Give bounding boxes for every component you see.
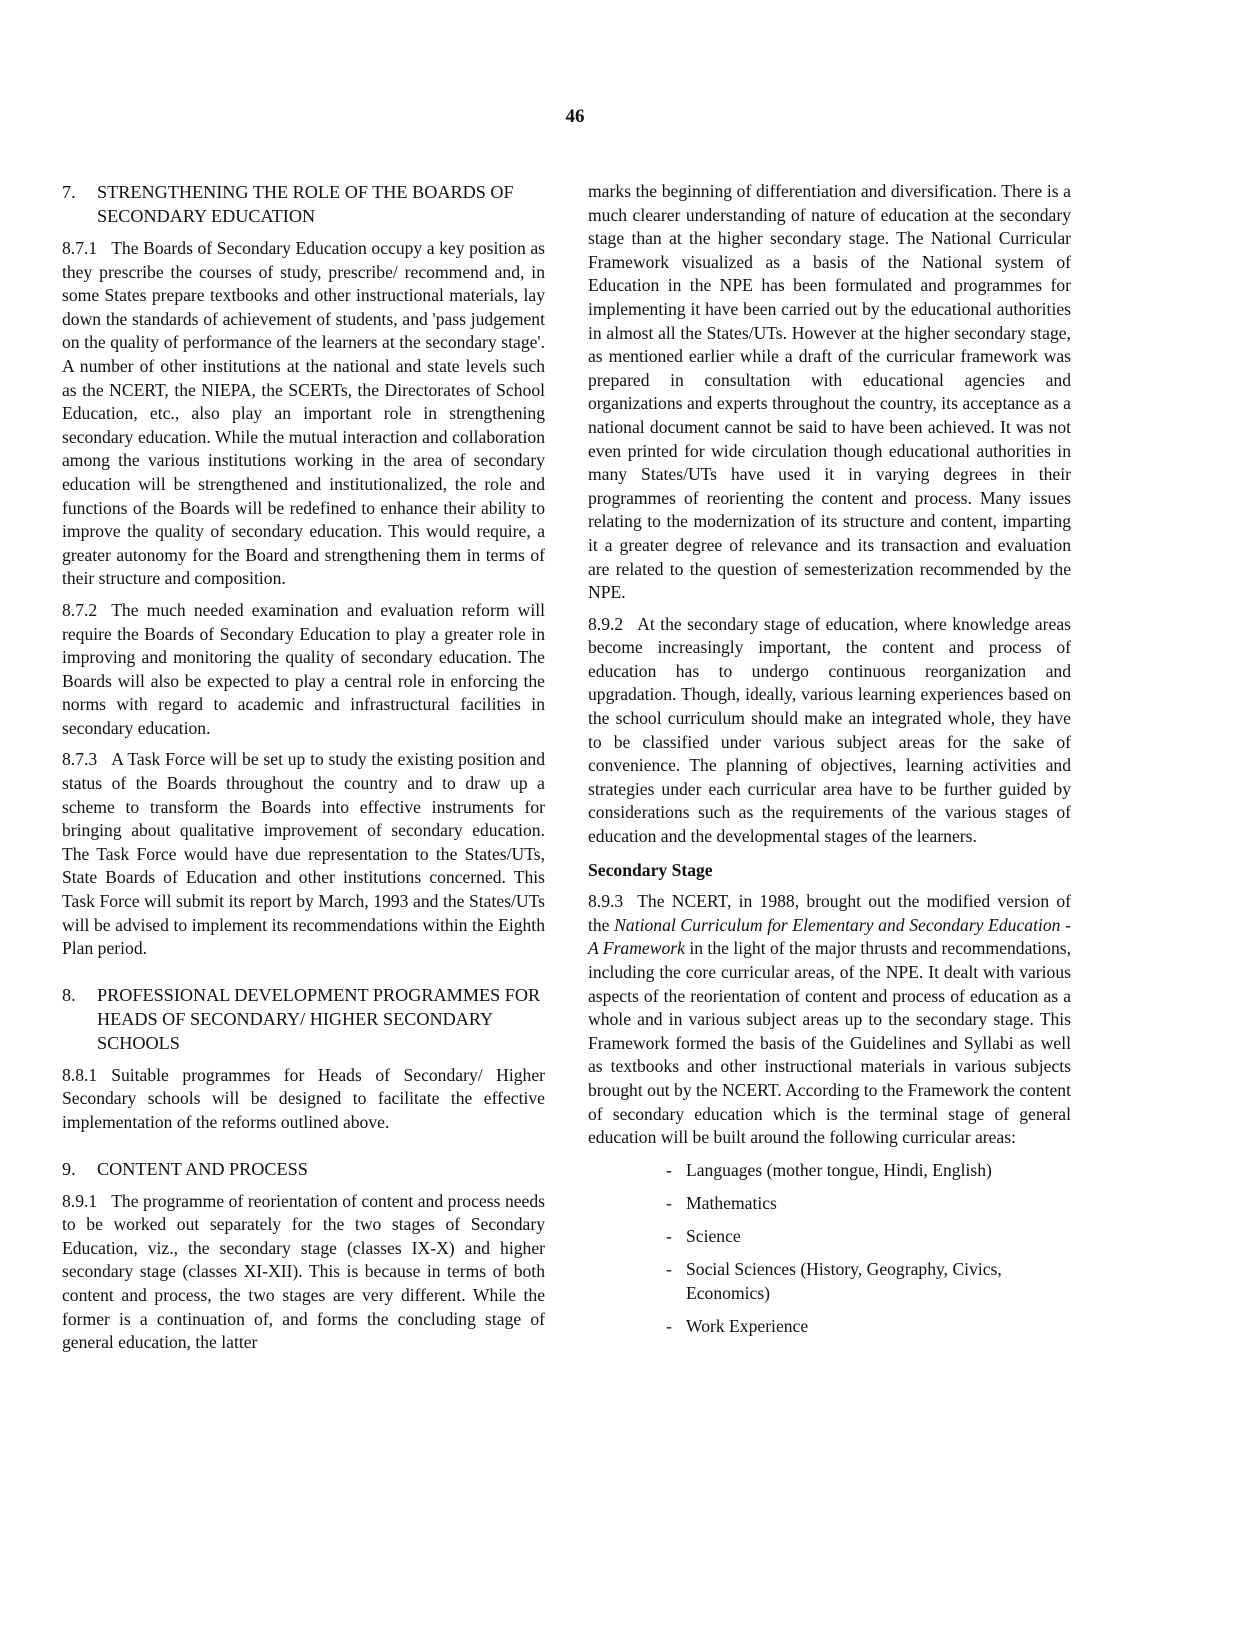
paragraph-8-7-3 bbox=[62, 748, 545, 960]
paragraph-8-9-1-continued: marks the beginning of differentiation and diversification. There is a much clearer understanding of nature of education at the secondary stage than at the higher secondary stage. The National Curricular Framework visualized as a basis of the National system of Education in the NPE has been formulated and programmes for implementing it have been carried out by the educational authorities in almost all the States/UTs. However at the higher secondary stage, as mentioned earlier while a draft of the curricular framework was prepared in consultation with educational agencies and organizations and experts throughout the country, its acceptance as a national document cannot be said to have been achieved. It was not even printed for wide circulation though educational authorities in many States/UTs have used it in varying degrees in their programmes of reorienting the content and process. Many issues relating to the modernization of its structure and content, imparting it a greater degree of relevance and its transaction and evaluation are related to the question of semesterization recommended by the NPE. bbox=[588, 181, 1071, 603]
subheading-secondary-stage: Secondary Stage bbox=[588, 859, 713, 880]
list-item-text: Work Experience bbox=[686, 1315, 809, 1336]
section-number: 7. bbox=[62, 182, 76, 202]
paragraph-text-end: in the light of the major thrusts and recommendations, including the core curricular areas, of the NPE. It dealt with various aspects of the reorientation of content and process of education as a whole and in various subject areas up to the secondary stage. This Framework formed the basis of the Guidelines and Syllabi as well as textbooks and other instructional materials in various subjects brought out by the NCERT. According to the Framework the content of secondary education which is the terminal stage of general education will be built around the following curricular areas: bbox=[588, 938, 1071, 1148]
section-heading-8 bbox=[62, 983, 545, 1055]
paragraph-text: The programme of reorientation of content and process needs to be worked out separately for the two stages of Secondary Education, viz., the secondary stage (classes IX-X) and higher secondary stage (classes XI-XII). This is because in terms of both content and process, the two stages are very different. While the former is a continuation of, and forms the concluding stage of general education, the latter bbox=[62, 1190, 545, 1353]
paragraph-8-8-1 bbox=[62, 1064, 545, 1135]
list-item-text: Mathematics bbox=[686, 1192, 777, 1213]
paragraph-number: 8.8.1 bbox=[62, 1064, 98, 1085]
publication-title: National Curriculum for Elementary and Secondary Education - A Framework bbox=[588, 914, 1071, 959]
list-item-text: Languages (mother tongue, Hindi, English) bbox=[686, 1159, 992, 1180]
paragraph-8-7-2 bbox=[62, 599, 545, 741]
paragraph-8-7-1 bbox=[62, 237, 545, 591]
paragraph-number: 8.7.1 bbox=[62, 238, 98, 258]
paragraph-8-9-1 bbox=[62, 1190, 545, 1355]
section-heading-7 bbox=[62, 180, 545, 228]
list-item bbox=[666, 1257, 1071, 1305]
paragraph-text: At the secondary stage of education, where knowledge areas become increasingly important, the content and process of education has to undergo continuous reorganization and upgradation. Though, ideally, various learning experiences based on the school curriculum should make an integrated whole, they have to be classified under various subject areas for the sake of convenience. The planning of objectives, learning activities and strategies under each curricular area have to be further guided by considerations such as the requirements of the various stages of education and the developmental stages of the learners. bbox=[588, 613, 1071, 847]
left-column bbox=[62, 180, 545, 1363]
paragraph-8-9-2 bbox=[588, 613, 1071, 849]
paragraph-text: The much needed examination and evaluation reform will require the Boards of Secondary Education to play a greater role in improving and monitoring the quality of secondary education. The Boards will also be expected to play a central role in enforcing the norms with regard to academic and infrastructural facilities in secondary education. bbox=[62, 599, 545, 738]
paragraph-text: A Task Force will be set up to study the existing position and status of the Boards throughout the country and to draw up a scheme to transform the Boards into effective instruments for bringing about qualitative improvement of secondary education. The Task Force would have due representation to the States/UTs, State Boards of Education and other institutions concerned. This Task Force will submit its report by March, 1993 and the States/UTs will be advised to implement its recommendations within the Eighth Plan period. bbox=[62, 749, 545, 959]
list-dash: - bbox=[666, 1225, 672, 1246]
list-item bbox=[666, 1224, 1071, 1248]
list-item-text: Science bbox=[686, 1225, 741, 1246]
paragraph-number: 8.9.2 bbox=[588, 613, 624, 634]
section-number: 9. bbox=[62, 1158, 76, 1179]
list-item bbox=[666, 1191, 1071, 1215]
paragraph-text-start: The NCERT, in 1988, brought out the modified version of the bbox=[588, 891, 1071, 935]
right-column bbox=[588, 180, 1071, 1347]
paragraph-number: 8.7.3 bbox=[62, 749, 98, 770]
paragraph-text: The Boards of Secondary Education occupy a key position as they prescribe the courses of study, prescribe/ recommend and, in some States prepare textbooks and other instructional materials, lay down the standards of achievement of students, and 'pass judgement on the quality of performance of the learners at the secondary stage'. A number of other institutions at the national and state levels such as the NCERT, the NIEPA, the SCERTs, the Directorates of School Education, etc., also play an important role in strengthening secondary education. While the mutual interaction and collaboration among the various institutions working in the area of secondary education will be strengthened and institutionalized, the role and functions of the Boards will be redefined to enhance their ability to improve the quality of secondary education. This would require, a greater autonomy for the Board and strengthening them in terms of their structure and composition. bbox=[62, 238, 545, 589]
paragraph-number: 8.9.3 bbox=[588, 891, 624, 912]
section-title: CONTENT AND PROCESS bbox=[97, 1158, 308, 1179]
paragraph-number: 8.7.2 bbox=[62, 599, 98, 620]
page-number: 46 bbox=[565, 106, 585, 127]
section-number: 8. bbox=[62, 984, 76, 1005]
list-dash: - bbox=[666, 1315, 672, 1336]
curricular-areas-list bbox=[666, 1158, 1071, 1338]
section-heading-9 bbox=[62, 1157, 545, 1181]
list-dash: - bbox=[666, 1159, 672, 1180]
list-dash: - bbox=[666, 1258, 672, 1279]
paragraph-8-9-3 bbox=[588, 890, 1071, 1150]
section-title: STRENGTHENING THE ROLE OF THE BOARDS OF SECONDARY EDUCATION bbox=[97, 182, 514, 226]
list-item bbox=[666, 1158, 1071, 1182]
paragraph-text: Suitable programmes for Heads of Secondary/ Higher Secondary schools will be designed to facilitate the effective implementation of the reforms outlined above. bbox=[62, 1064, 545, 1132]
list-item bbox=[666, 1314, 1071, 1338]
list-dash: - bbox=[666, 1192, 672, 1213]
paragraph-number: 8.9.1 bbox=[62, 1190, 98, 1211]
section-title: PROFESSIONAL DEVELOPMENT PROGRAMMES FOR HEADS OF SECONDARY/ HIGHER SECONDARY SCHOOLS bbox=[97, 984, 541, 1053]
list-item-text: Social Sciences (History, Geography, Civics, Economics) bbox=[686, 1258, 1002, 1303]
